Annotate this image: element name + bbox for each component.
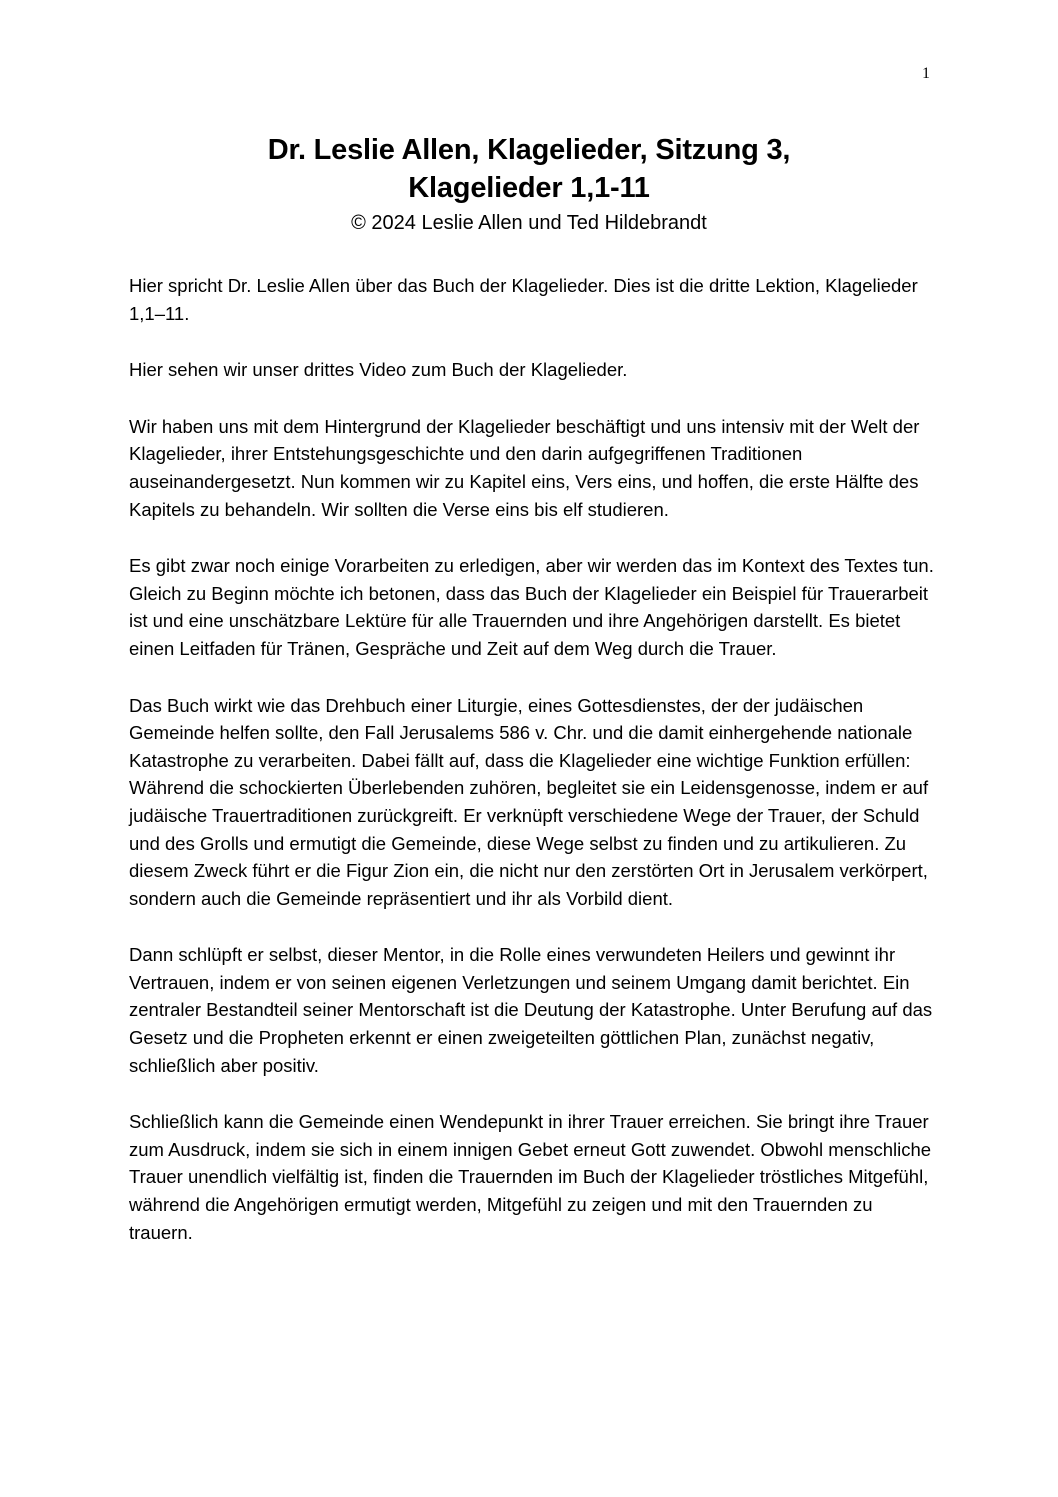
paragraph-liturgy: Das Buch wirkt wie das Drehbuch einer Liturgie, eines Gottesdienstes, der der judäischen Gemeinde helfen sollte, den Fall Jerusalems 586 v. Chr. und die damit einhergehende nationale Katastrophe zu verarbeiten. Dabei fällt auf, dass die Klagelieder eine wichtige Funktion erfüllen: Während die schockierten Überlebenden zuhören, begleitet sie ein Leidensgenosse, indem er auf judäische Trauertraditionen zurückgreift. Er verknüpft verschiedene Wege der Trauer, der Schuld und des Grolls und ermutigt die Gemeinde, diese Wege selbst zu finden und zu artikulieren. Zu diesem Zweck führt er die Figur Zion ein, die nicht nur den zerstörten Ort in Jerusalem verkörpert, sondern auch die Gemeinde repräsentiert und ihr als Vorbild dient. [129,694,929,909]
document-title-line-1: Dr. Leslie Allen, Klagelieder, Sitzung 3, [267,134,791,166]
document-title-line-2: Klagelieder 1,1-11 [408,172,650,204]
paragraph-turning-point: Schließlich kann die Gemeinde einen Wendepunkt in ihrer Trauer erreichen. Sie bringt ihre Trauer zum Ausdruck, indem sie sich in einem innigen Gebet erneut Gott zuwendet. Obwohl menschliche Trauer unendlich vielfältig ist, finden die Trauernden im Buch der Klagelieder tröstliches Mitgefühl, während die Angehörigen ermutigt werden, Mitgefühl zu zeigen und mit den Trauernden zu trauern. [129,1111,932,1243]
paragraph-background: Wir haben uns mit dem Hintergrund der Klagelieder beschäftigt und uns intensiv mit der Welt der Klagelieder, ihrer Entstehungsgeschichte und den darin aufgegriffenen Traditionen auseinandergesetzt. Nun kommen wir zu Kapitel eins, Vers eins, und hoffen, die erste Hälfte des Kapitels zu behandeln. Wir sollten die Verse eins bis elf studieren. [129,415,920,520]
copyright-notice: © 2024 Leslie Allen und Ted Hildebrandt [351,212,707,234]
paragraph-mentor: Dann schlüpft er selbst, dieser Mentor, in die Rolle eines verwundeten Heilers und gewinnt ihr Vertrauen, indem er von seinen eigenen Verletzungen und seinem Umgang damit berichtet. Ein zentraler Bestandteil seiner Mentorschaft ist die Deutung der Katastrophe. Unter Berufung auf das Gesetz und die Propheten erkennt er einen zweigeteilten göttlichen Plan, zunächst negativ, schließlich aber positiv. [129,944,933,1076]
paragraph-grief-work: Es gibt zwar noch einige Vorarbeiten zu erledigen, aber wir werden das im Kontext des Textes tun. Gleich zu Beginn möchte ich betonen, dass das Buch der Klagelieder ein Beispiel für Trauerarbeit ist und eine unschätzbare Lektüre für alle Trauernden und ihre Angehörigen darstellt. Es bietet einen Leitfaden für Tränen, Gespräche und Zeit auf dem Weg durch die Trauer. [129,555,934,659]
document-header [0,131,1058,238]
paragraph-video: Hier sehen wir unser drittes Video zum Buch der Klagelieder. [129,359,628,381]
paragraph-intro: Hier spricht Dr. Leslie Allen über das Buch der Klagelieder. Dies ist die dritte Lektion, Klagelieder 1,1–11. [129,275,918,324]
page-number: 1 [922,65,930,82]
document-body [129,272,939,1275]
